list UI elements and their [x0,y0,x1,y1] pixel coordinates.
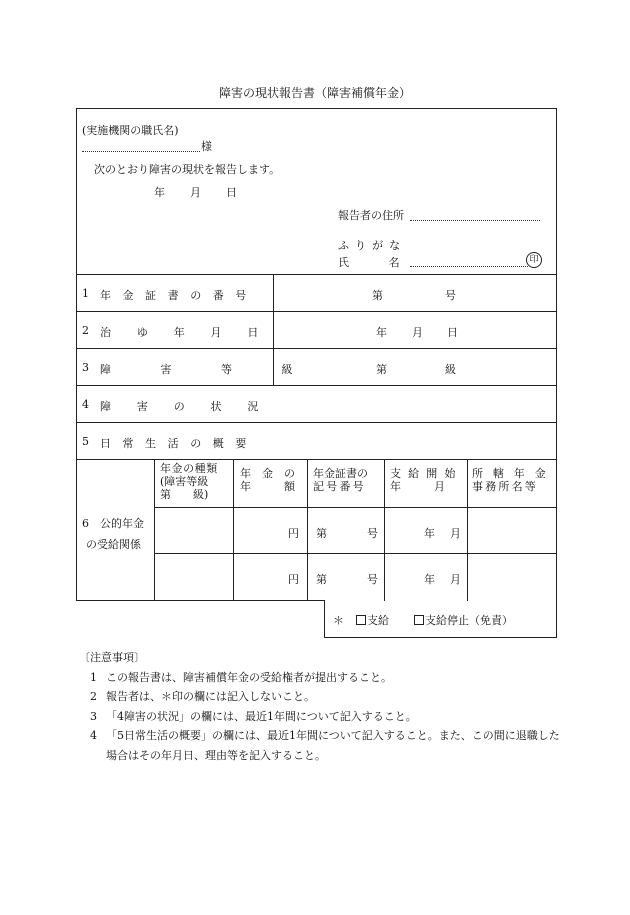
row-line [76,311,557,312]
pension-col [467,459,468,601]
pension-col [307,459,308,601]
col-start-2: 年 月 [390,480,445,493]
address-field[interactable] [410,220,540,221]
col-kind-header [160,462,218,501]
row1-label: 年金証書の番号 [100,289,258,302]
frame-top [76,108,557,109]
number-pre[interactable]: 第 [316,527,327,540]
note-num: 4 [90,729,97,742]
note-text: 報告者は、＊印の欄には記入しないこと。 [106,690,315,703]
option-1-label: 支給 [367,614,389,627]
amount-yen[interactable]: 円 [288,527,299,540]
note-item [82,687,562,707]
number-post: 号 [367,573,378,586]
number-pre[interactable]: 第 [316,573,327,586]
col-amount-2: 年 額 [240,480,295,493]
checkbox-icon[interactable] [414,615,424,625]
row4-label: 障害の状況 [100,400,285,413]
col-number-2: 記号番号 [313,480,366,493]
page-title: 障害の現状報告書（障害補償年金） [218,86,411,100]
seal-mark: 印 [526,252,542,268]
col-start-1: 支給開始 [390,467,463,480]
row5-num: 5 [82,435,89,448]
col-number-header [313,467,368,493]
note-num: 2 [90,690,97,703]
row5-label: 日常生活の概要 [100,437,258,450]
note-text: 「5日常生活の概要」の欄には、最近1年間について記入すること。また、この間に退職した場合はその年月日、理由等を記入すること。 [106,729,560,762]
number-post: 号 [367,527,378,540]
row2-label: 治ゆ年月日 [100,326,285,339]
row3-value-post: 級 [445,363,456,376]
row2-day: 日 [447,326,458,339]
note-item [82,668,562,688]
col-amount-1: 年 金 の [240,467,295,480]
pension-col [233,459,234,601]
address-label: 報告者の住所 [338,209,404,222]
start-month: 月 [450,527,461,540]
note-text: 「4障害の状況」の欄には、最近1年間について記入すること。 [106,709,417,723]
col-office-2: 事務所名等 [472,480,538,493]
furigana-label: ふりがな [338,239,407,252]
start-year[interactable]: 年 [424,527,435,540]
col-kind-2: (障害等級 [160,475,209,488]
col-amount-header [240,467,302,493]
col-office-1: 所轄年金 [472,467,556,480]
frame-right [556,108,557,638]
row4-num: 4 [82,398,89,411]
row1-value-pre[interactable]: 第 [372,289,383,302]
recipient-field[interactable] [82,151,200,152]
row-line [76,459,557,460]
option-2-label: 支給停止（免責） [425,614,513,627]
note-item [82,726,562,765]
start-year[interactable]: 年 [424,573,435,586]
col-number-1: 年金証書の [313,467,368,480]
pension-col [154,459,155,601]
row1-num: 1 [82,287,89,300]
office-use-mark: ＊ [333,614,344,627]
row-line [76,422,557,423]
recipient-label: (実施機関の職氏名) [82,124,179,137]
amount-yen[interactable]: 円 [288,573,299,586]
row2-num: 2 [82,324,89,337]
col-kind-3: 第 級) [160,488,209,501]
date-month: 月 [190,186,201,199]
row-line [76,385,557,386]
note-item [82,707,562,727]
row2-year[interactable]: 年 [376,326,387,339]
pension-label-2: の受給関係 [86,538,141,551]
honorific: 様 [201,140,212,153]
intro-text: 次のとおり障害の現状を報告します。 [94,163,281,176]
checkbox-icon[interactable] [356,615,366,625]
row3-num: 3 [82,361,89,374]
frame-left [76,108,77,601]
office-box-left [324,600,325,638]
notes-heading: 〔注意事項〕 [79,651,145,664]
col-start-header [390,467,463,493]
office-box-bottom [324,637,557,638]
row3-label: 障害等級 [100,363,342,376]
col-office-header [472,467,556,493]
start-month: 月 [450,573,461,586]
date-day: 日 [226,186,237,199]
pension-row-line [154,507,557,508]
row-line [76,274,557,275]
name-field[interactable] [410,266,528,267]
row-line [76,348,557,349]
col-kind-1: 年金の種類 [160,462,218,475]
notes-section [79,648,562,765]
frame-bottom-left [76,600,325,601]
name-label: 氏名 [338,256,440,269]
row2-month: 月 [412,326,423,339]
pension-row-line [154,553,557,554]
row3-value-pre[interactable]: 第 [376,363,387,376]
note-num: 3 [90,709,97,723]
office-use-option-1[interactable] [356,612,389,628]
note-num: 1 [90,670,97,684]
note-text: この報告書は、障害補償年金の受給権者が提出すること。 [106,670,392,684]
row1-value-post: 号 [445,289,456,302]
office-use-option-2[interactable] [414,612,513,628]
pension-label-1: 6 公的年金 [82,517,144,530]
pension-col [384,459,385,601]
date-year: 年 [154,186,165,199]
